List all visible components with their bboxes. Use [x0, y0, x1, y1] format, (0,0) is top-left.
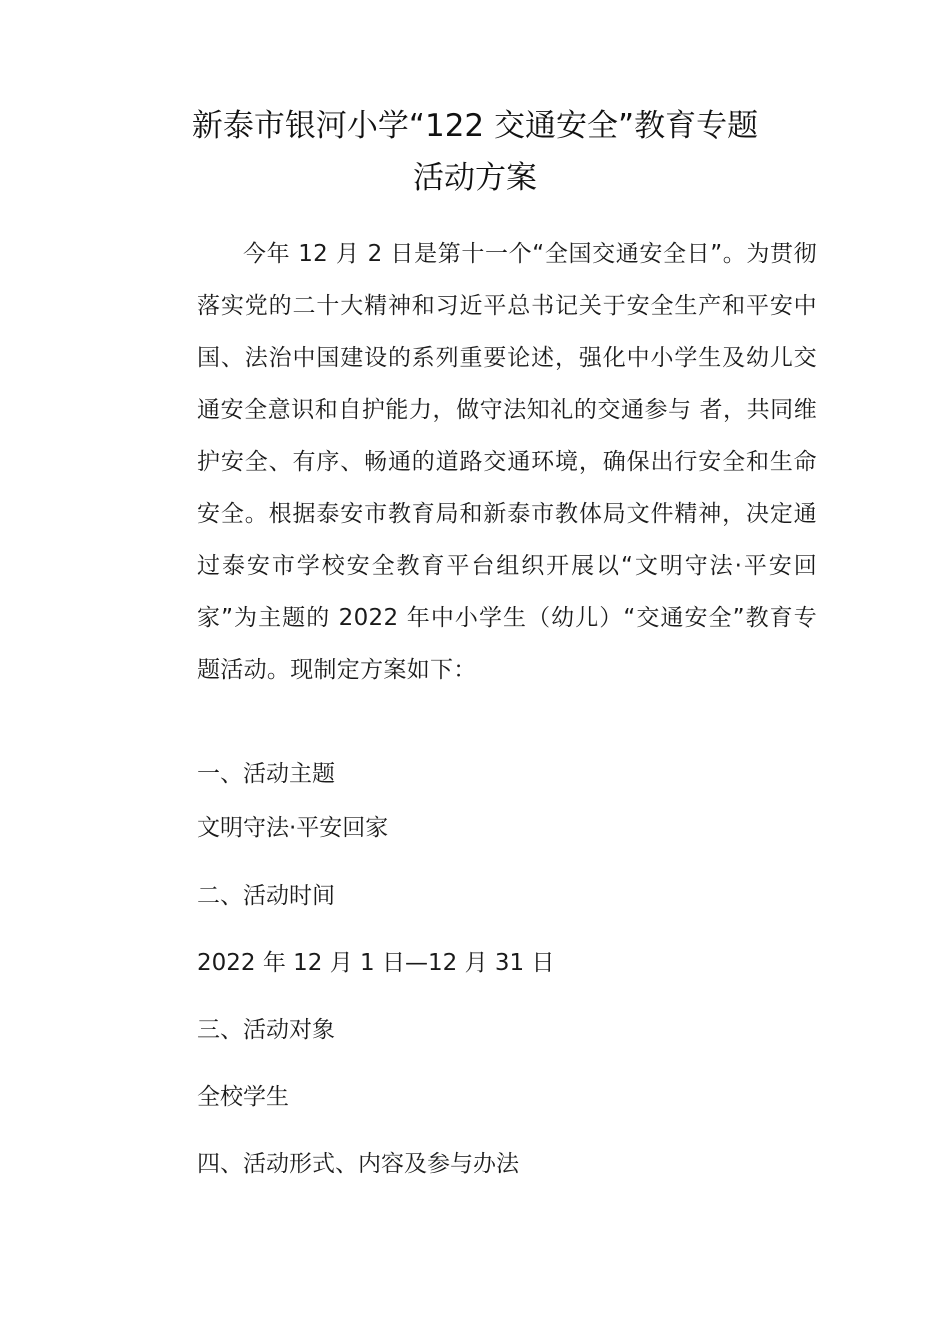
section-content-theme: 文明守法·平安回家 — [197, 815, 389, 841]
section-heading-time: 二、活动时间 — [197, 883, 335, 909]
section-heading-theme: 一、活动主题 — [197, 761, 335, 787]
document-title-line-2: 活动方案 — [413, 160, 537, 196]
document-title-line-1: 新泰市银河小学“122 交通安全”教育专题 — [191, 108, 759, 144]
intro-paragraph: 今年 12 月 2 日是第十一个“全国交通安全日”。为贯彻落实党的二十大精神和习近平总书记关于安全生产和平安中国、法治中国建设的系列重要论述，强化中小学生及幼儿交通安全意识和自护能力，做守法知礼的交通参与 者，共同维护安全、有序、畅通的道路交通环境，确保出行安全和生命安全。根据泰安市教育局和新泰市教体局文件精神，决定通过泰安市学校安全教育平台组织开展以“文明守法·平安回家”为主题的 2022 年中小学生（幼儿）“交通安全”教育专题活动。现制定方案如下： — [197, 241, 817, 683]
section-content-time: 2022 年 12 月 1 日—12 月 31 日 — [197, 950, 555, 976]
section-heading-target: 三、活动对象 — [197, 1017, 335, 1043]
section-heading-format: 四、活动形式、内容及参与办法 — [197, 1151, 519, 1177]
section-content-target: 全校学生 — [197, 1084, 289, 1110]
